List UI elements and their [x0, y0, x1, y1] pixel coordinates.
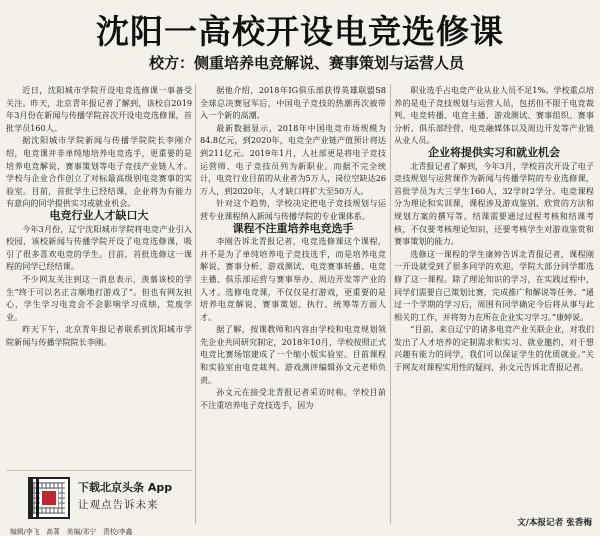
paragraph: 针对这个趋势，学校决定把电子竞技规划与运营专业课程纳入新闻与传播学院的专业课体系。: [200, 198, 386, 221]
column-divider: [195, 84, 196, 524]
page-subtitle: 校方：侧重培养电竞解说、赛事策划与运营人员: [148, 54, 464, 72]
promo-main-text: 下载北京头条 App: [78, 481, 173, 494]
page-title: 沈阳一高校开设电竞选修课: [96, 12, 504, 51]
app-logo-icon: [40, 489, 58, 507]
qr-code-icon: [28, 477, 70, 519]
paragraph: 孙文元在接受北青报记者采访时称，学校目前不注重培养电子竞技选手，因为: [200, 387, 386, 410]
paragraph: 职业选手占电竞产业从业人员不足1%。学校重点培养的是电子竞技规划与运营人员，包括但不限于电竞裁判、电竞转播、电竞主播、游戏测试、赛事组织、赛事分析、俱乐部经营、电竞融媒体以及周边开发等产业链从业人员。: [394, 85, 594, 146]
article-column-2: [200, 84, 386, 536]
paragraph: 据他介绍，2018年IG俱乐部获得英雄联盟S8全球总决赛冠军后，中国电子竞技的热潮再次被带入一个新的高潮。: [200, 85, 386, 121]
paragraph: 今年3月份，辽宁沈阳城市学院将电竞产业引入校园，该校新闻与传播学院开设了电竞选修课，吸引了很多喜欢电竞的学生。目前，首批选修这一课程的同学已经结课。: [6, 223, 192, 272]
section-heading: 课程不注重培养电竞选手: [232, 221, 354, 235]
paragraph: 昨天下午，北京青年报记者联系到沈阳城市学院新闻与传播学院院长李刚。: [6, 324, 192, 347]
author-byline: 文/本报记者 张香梅: [517, 518, 592, 528]
paragraph: 选修这一课程的学生康婷告诉北青报记者，课程刚一开设就受到了很多同学的欢迎，学院大部分同学都选修了这一课程。除了理论知识的学习，在实践过程中，同学们需要自己策划比赛，完成推广和解说等任务。“通过一个学期的学习后，周围有同学确定今后将从事与此相关的工作，并将努力在所在企业实习学习。”康婷说。: [394, 248, 594, 322]
article-column-3: [394, 84, 594, 504]
paragraph: 近日，沈阳城市学院开设电竞选修课一事备受关注。昨天，北京青年报记者了解到，该校自2019年3月份在新闻与传播学院首次开设电竞选修课，首批学员160人。: [6, 85, 192, 133]
paragraph: 据沈阳城市学院新闻与传播学院院长李刚介绍，电竞课并非单纯地培养电竞选手，更重要的是培养电竞解说、赛事策划等电子竞技产业链人才。学校与企业合作创立了对标最高级别电竞赛事的实验室。目前，首批学生已经结课，企业将为有能力有意向的同学提供实习或就业机会。: [6, 135, 192, 209]
paragraph: 不少网友关注到这一消息表示，羡慕该校的学生“终于可以名正言顺地打游戏了”。但也有网友担心，学生学习电竞会不会影响学习成绩，荒废学业。: [6, 273, 192, 322]
editor-credits: 编辑/李飞 高菁 美编/邓宁 责校/李鑫: [10, 528, 133, 536]
paragraph: 据了解，按课教师和内容由学校和电竞规划领先企业共同研究制定，2018年10月，学校按照正式电竞比赛场馆建成了一个缩小版实验室。目前课程和实验室由电竞裁判、游戏测评编辑孙文元老师负责。: [200, 324, 386, 385]
article-column-1: [6, 84, 192, 464]
column-divider: [390, 84, 391, 524]
section-heading: 企业将提供实习和就业机会: [428, 145, 560, 159]
section-heading: 电竞行业人才缺口大: [49, 208, 149, 222]
paragraph: 李刚告诉北青报记者，电竞选修课这个课程，并不是为了单纯培养电子竞技选手，而是培养电竞解说、赛事分析、游戏测试、电竞赛事转播、电竞主播、俱乐部运营与赛事举办、周边开发等产业的人才。选修电竞课，不仅仅是打游戏，更重要的是培养电竞解说、赛事策划、执行、统筹等方面人才。: [200, 236, 386, 322]
promo-slogan: 让观点告诉未来: [78, 499, 159, 511]
paragraph: 最新数据显示，2018年中国电竞市场规模为84.8亿元，到2020年，电竞全产业链产值预计将达到211亿元。2019年1月，人社部更是将电子竞技运营师、电子竞技员列为新职业。而据不完全统计，电竞行业目前的从业者为5万人，岗位空缺达26万人，到2020年，人才缺口将扩大至50万人。: [200, 122, 386, 196]
app-promo: [6, 470, 192, 527]
paragraph: “目前，来自辽宁的诸多电竞产业关联企业，对我们发出了人才培养的定制需求和实习、就业邀约，对于想兴趣有能力的同学，我们可以保证学生的优质就业。”关于网友对课程实用性的疑问，孙文元告诉北青报记者。: [394, 324, 594, 373]
paragraph: 北青报记者了解到，今年3月，学校首次开设了电子竞技规划与运营课作为新闻与传播学院的专业选修课，首批学员为大三学生160人，32学时2学分。电竞课程分为理论和实训课，课程涉及游戏鉴别、欣赏的方法和规划方案的撰写等。结课需要通过过程考核和结课考核，不仅要考核理论知识，还要考核学生对游戏鉴赏和赛事策划的能力。: [394, 160, 594, 247]
